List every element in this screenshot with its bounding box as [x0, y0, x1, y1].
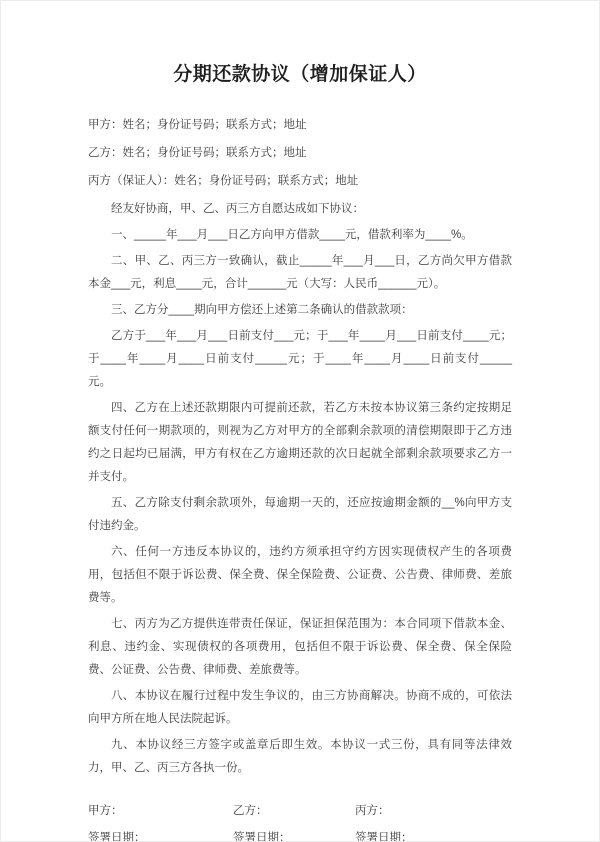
clause-1: 一、_____年___月___日乙方向甲方借款____元，借款利率为____%。: [111, 229, 473, 241]
signature-section: [88, 800, 512, 842]
party-line-yifang: 乙方：姓名；身份证号码；联系方式；地址: [88, 147, 307, 159]
signature-block-yifang: [233, 800, 355, 842]
clause-9: 九、本协议经三方签字或盖章后即生效。本协议一式三份，具有同等法律效力，甲、乙、丙三方各执一份。: [88, 739, 512, 774]
clause-3-payment-schedule: 乙方于___年___月___日前支付___元；于___年____月___日前支付____元；于____年____月____日前支付_____元；于____年____月____日前支付_____元。: [88, 330, 512, 388]
clause-4: 四、乙方在上述还款期限内可提前还款，若乙方未按本协议第三条约定按期足额支付任何一期款项的，则视为乙方对甲方的全部剩余款项的清偿期限即于乙方违约之日起均已届满，甲方有权在乙方逾期还款的次日起就全部剩余款项要求乙方一并支付。: [88, 402, 512, 483]
clause-7: 七、丙方为乙方提供连带责任保证，保证担保范围为：本合同项下借款本金、利息、违约金、实现债权的各项费用，包括但不限于诉讼费、保全费、保全保险费、公证费、公告费、律师费、差旅费等。: [88, 618, 512, 676]
clause-5: 五、乙方除支付剩余款项外，每逾期一天的，还应按逾期金额的__%向甲方支付违约金。: [88, 497, 512, 532]
signature-block-jiafang: [88, 800, 233, 842]
signature-block-bingfang: [355, 800, 512, 842]
page-title: 分期还款协议（增加保证人）: [173, 64, 427, 85]
clause-8: 八、本协议在履行过程中发生争议的，由三方协商解决。协商不成的，可依法向甲方所在地人民法院起诉。: [88, 690, 512, 725]
party-signature-label: 甲方：: [88, 805, 123, 817]
sign-date-label: 签署日期：: [233, 832, 291, 842]
clause-2: 二、甲、乙、丙三方一致确认，截止_____年___月___日，乙方尚欠甲方借款本金___元，利息____元，合计______元（大写：人民币______元）。: [88, 255, 512, 290]
sign-date-label: 签署日期：: [88, 832, 146, 842]
party-line-bingfang: 丙方（保证人）：姓名；身份证号码；联系方式；地址: [88, 175, 359, 187]
clause-3: 三、乙方分____期向甲方偿还上述第二条确认的借款款项：: [111, 304, 413, 316]
party-signature-label: 丙方：: [355, 805, 390, 817]
clause-6: 六、任何一方违反本协议的，违约方须承担守约方因实现债权产生的各项费用，包括但不限于诉讼费、保全费、保全保险费、公证费、公告费、律师费、差旅费等。: [88, 546, 512, 604]
party-signature-label: 乙方：: [233, 805, 268, 817]
intro-line: 经友好协商，甲、乙、丙三方自愿达成如下协议：: [111, 203, 364, 215]
sign-date-label: 签署日期：: [355, 832, 413, 842]
party-line-jiafang: 甲方：姓名；身份证号码；联系方式；地址: [88, 119, 307, 131]
